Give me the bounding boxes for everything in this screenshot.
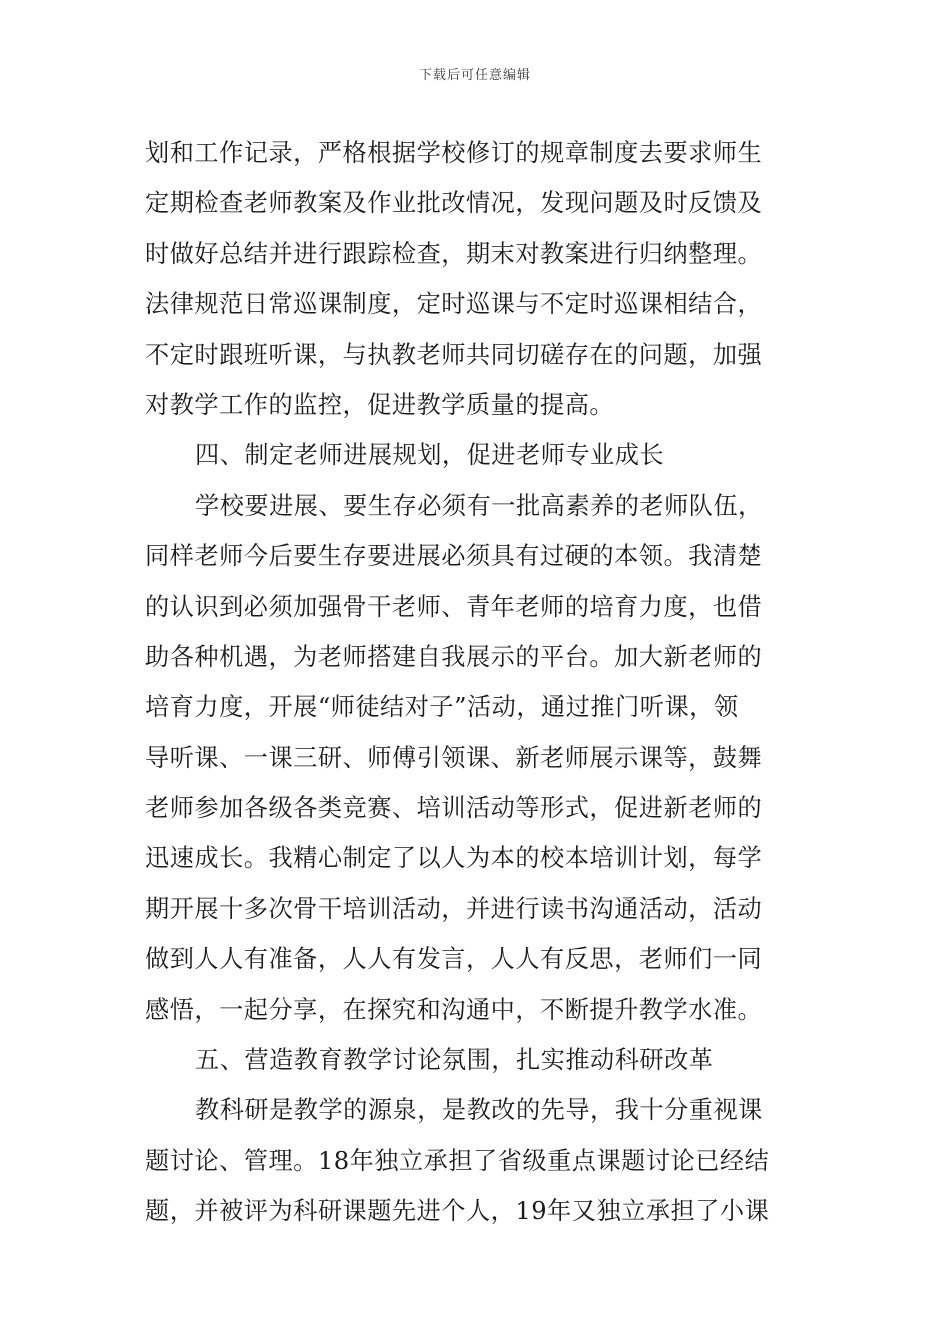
text-line: 时做好总结并进行跟踪检查，期末对教案进行归纳整理。 <box>145 239 763 268</box>
paragraph-first-line: 教科研是教学的源泉，是教改的先导，我十分重视课 <box>195 1096 763 1125</box>
text-line: 题讨论、管理。18年独立承担了省级重点课题讨论已经结 <box>145 1146 770 1175</box>
paragraph-first-line: 学校要进展、要生存必须有一批高素养的老师队伍， <box>195 491 763 520</box>
text-line: 感悟，一起分享，在探究和沟通中，不断提升教学水准。 <box>145 995 763 1024</box>
text-line: 不定时跟班听课，与执教老师共同切磋存在的问题，加强 <box>145 340 763 369</box>
page-header-note: 下载后可任意编辑 <box>418 68 531 83</box>
text-line: 划和工作记录，严格根据学校修订的规章制度去要求师生 <box>145 139 763 167</box>
section-heading: 四、制定老师进展规划，促进老师专业成长 <box>195 441 665 470</box>
text-line: 迅速成长。我精心制定了以人为本的校本培训计划，每学 <box>145 844 763 873</box>
text-line: 做到人人有准备，人人有发言，人人有反思，老师们一同 <box>145 945 763 974</box>
section-heading: 五、营造教育教学讨论氛围，扎实推动科研改革 <box>195 1046 714 1075</box>
document-body <box>145 128 810 1237</box>
text-line: 定期检查老师教案及作业批改情况，发现问题及时反馈及 <box>145 189 763 218</box>
text-line: 期开展十多次骨干培训活动，并进行读书沟通活动，活动 <box>145 894 763 923</box>
text-line: 法律规范日常巡课制度，定时巡课与不定时巡课相结合， <box>145 290 763 319</box>
text-line: 对教学工作的监控，促进教学质量的提高。 <box>145 390 615 419</box>
text-line: 导听课、一课三研、师傅引领课、新老师展示课等，鼓舞 <box>145 743 763 772</box>
text-line: 的认识到必须加强骨干老师、青年老师的培育力度，也借 <box>145 592 763 621</box>
text-line: 同样老师今后要生存要进展必须具有过硬的本领。我清楚 <box>145 542 763 571</box>
text-line: 题，并被评为科研课题先进个人，19年又独立承担了小课 <box>145 1197 770 1226</box>
text-line: 培育力度，开展“师徒结对子”活动，通过推门听课，领 <box>145 693 739 722</box>
text-line: 助各种机遇，为老师搭建自我展示的平台。加大新老师的 <box>145 642 763 671</box>
text-line: 老师参加各级各类竞赛、培训活动等形式，促进新老师的 <box>145 794 763 823</box>
